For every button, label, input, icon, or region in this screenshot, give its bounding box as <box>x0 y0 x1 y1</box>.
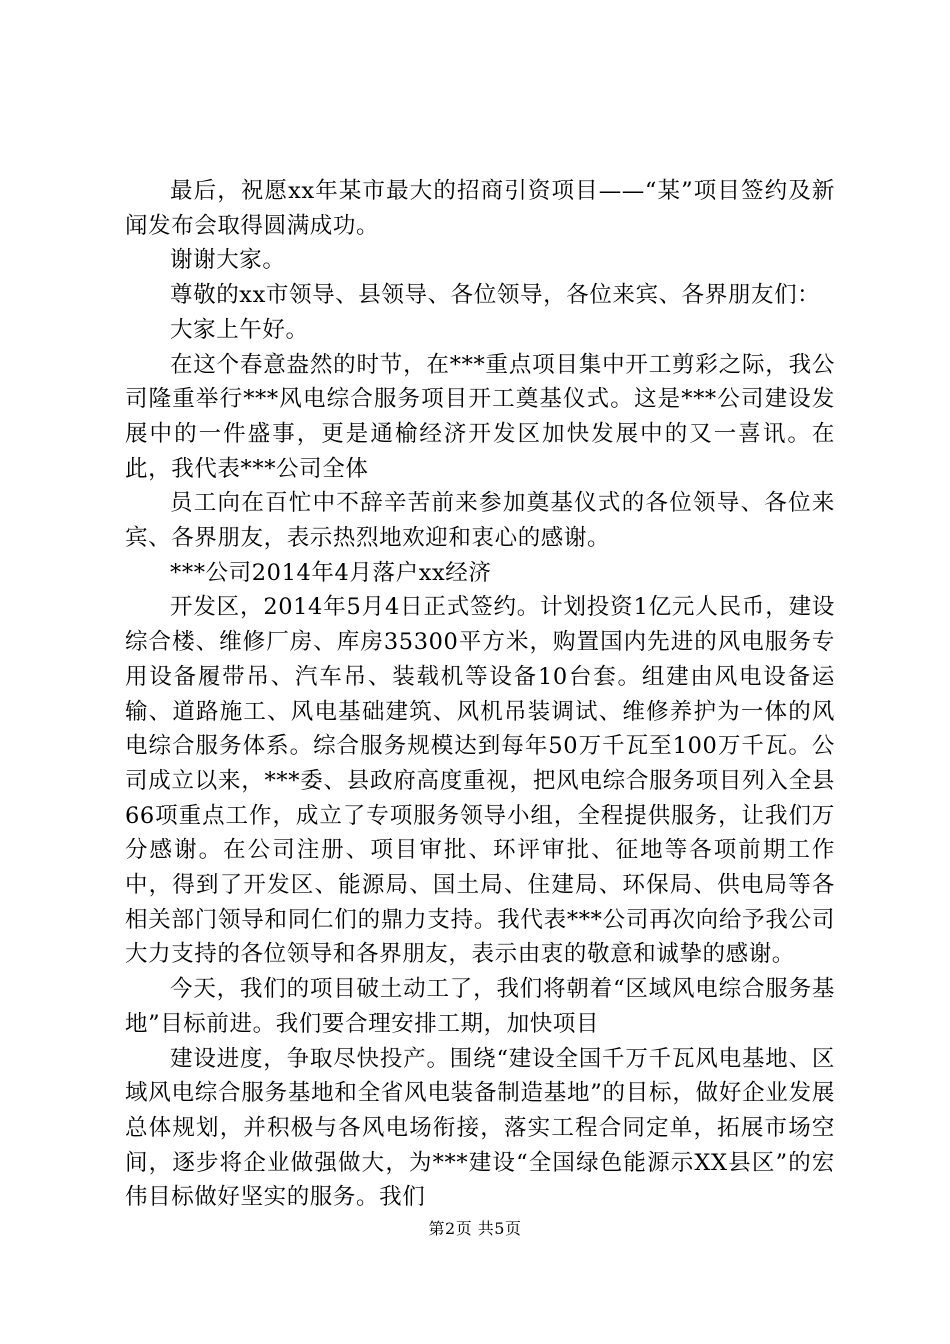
paragraph-company-settled: ***公司2014年4月落户xx经济 <box>170 559 492 586</box>
paragraph-ceremony: 在这个春意盎然的时节，在***重点项目集中开工剪彩之际，我公司隆重举行***风电综合服务项目开工奠基仪式。这是***公司建设发展中的一件盛事，更是通榆经济开发区加快发展中的又一喜讯。在此，我代表***公司全体 <box>125 351 835 482</box>
paragraph-greeting: 大家上午好。 <box>170 316 309 343</box>
paragraph-closing-wish: 最后，祝愿xx年某市最大的招商引资项目——“某”项目签约及新闻发布会取得圆满成功。 <box>125 178 835 239</box>
document-body <box>125 174 835 1215</box>
paragraph-construction-progress: 建设进度，争取尽快投产。围绕“建设全国千万千瓦风电基地、区域风电综合服务基地和全省风电装备制造基地”的目标，做好企业发展总体规划，并积极与各风电场衔接，落实工程合同定单，拓展市场空间，逐步将企业做强做大，为***建设“全国绿色能源示XX县区”的宏伟目标做好坚实的服务。我们 <box>125 1045 835 1211</box>
paragraph-project-details: 开发区，2014年5月4日正式签约。计划投资1亿元人民币，建设综合楼、维修厂房、库房35300平方米，购置国内先进的风电服务专用设备履带吊、汽车吊、装载机等设备10台套。组建由风电设备运输、道路施工、风电基础建筑、风机吊装调试、维修养护为一体的风电综合服务体系。综合服务规模达到每年50万千瓦至100万千瓦。公司成立以来，***委、县政府高度重视，把风电综合服务项目列入全县66项重点工作，成立了专项服务领导小组，全程提供服务，让我们万分感谢。在公司注册、项目审批、环评审批、征地等各项前期工作中，得到了开发区、能源局、国土局、住建局、环保局、供电局等各相关部门领导和同仁们的鼎力支持。我代表***公司再次向给予我公司大力支持的各位领导和各界朋友，表示由衷的敬意和诚挚的感谢。 <box>125 594 835 968</box>
paragraph-today: 今天，我们的项目破土动工了，我们将朝着“区域风电综合服务基地”目标前进。我们要合理安排工期，加快项目 <box>125 976 835 1037</box>
page-number-footer: 第2页 共5页 <box>428 1219 522 1238</box>
paragraph-salutation: 尊敬的xx市领导、县领导、各位领导，各位来宾、各界朋友们： <box>170 282 821 309</box>
paragraph-thanks: 谢谢大家。 <box>170 247 286 274</box>
paragraph-welcome: 员工向在百忙中不辞辛苦前来参加奠基仪式的各位领导、各位来宾、各界朋友，表示热烈地欢迎和衷心的感谢。 <box>125 490 835 552</box>
